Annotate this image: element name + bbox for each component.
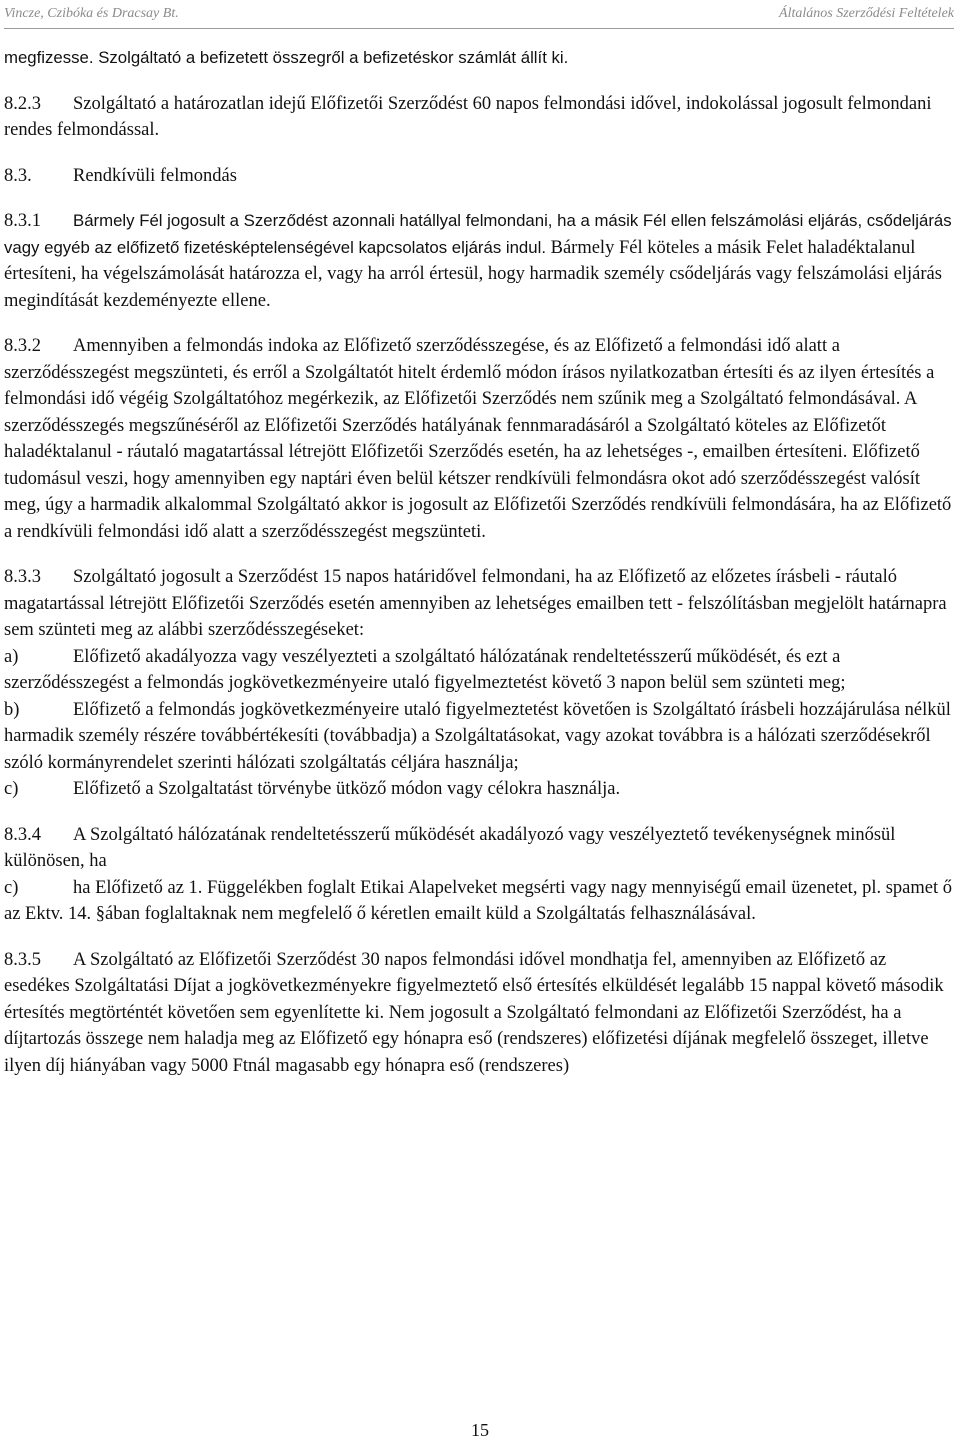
section-number: 8.3.5 xyxy=(4,949,41,970)
section-text: A Szolgáltató az Előfizetői Szerződést 30 napos felmondási idővel mondhatja fel, amennyiben az Előfizető az esedékes Szolgáltatási Díjat a jogkövetkezményekre figyelmeztető első értesítés elküldését legalább 15 nappal követő második értesítés megtörténtét követően sem egyenlítette ki. Nem jogosult a Szolgáltató felmondani az Előfizetői Szerződést, ha a díjtartozás összege nem haladja meg az Előfizető egy hónapra eső (rendszeres) előfizetési díjának megfelelő összeget, illetve ilyen díj hiányában vagy 5000 Ftnál magasabb egy hónapra eső (rendszeres) xyxy=(4,949,944,1076)
section-text: Szolgáltató jogosult a Szerződést 15 napos határidővel felmondani, ha az Előfizető az előzetes írásbeli - ráutaló magatartással létrejött Előfizetői Szerződés esetén amennyiben az lehetséges emailben tett - felszólításban megjelölt határnapra sem szünteti meg az alábbi szerződésszegéseket: xyxy=(4,567,947,640)
list-label: c) xyxy=(4,877,19,898)
header-company: Vincze, Czibóka és Dracsay Bt. xyxy=(4,6,179,21)
section-8-3-1 xyxy=(4,208,956,314)
section-number: 8.3. xyxy=(4,165,32,186)
header-rule xyxy=(4,28,954,29)
section-text-sans: Bármely Fél jogosult a Szerződést azonnali hatállyal felmondani, ha a másik Fél ellen felszámolási eljárás, csődeljárás vagy egyéb az előfizető fizetésképtelenségével kapcsolatos eljárás indul. xyxy=(4,211,952,257)
section-number: 8.3.4 xyxy=(4,824,41,845)
paragraph-continuation: megfizesse. Szolgáltató a befizetett összegről a befizetéskor számlát állít ki. xyxy=(4,48,569,67)
section-8-3-heading xyxy=(4,163,956,190)
list-item-a xyxy=(4,644,956,697)
section-text: Bármely Fél köteles a másik Felet haladéktalanul értesíteni, ha végelszámolását határozza el, vagy ha arról értesül, hogy harmadik személy csődeljárás vagy felszámolási eljárás megindítását kezdeményezte ellene. xyxy=(4,237,942,311)
section-number: 8.3.2 xyxy=(4,336,41,356)
list-item-b xyxy=(4,697,956,777)
section-8-3-5 xyxy=(4,947,956,1080)
list-text: Előfizető akadályozza vagy veszélyezteti a szolgáltató hálózatának rendeltetésszerű működését, és ezt a szerződésszegést a felmondás jogkövetkezményeire utaló figyelmeztetést követő 3 napon belül sem szünteti meg; xyxy=(4,646,846,693)
section-text: Amennyiben a felmondás indoka az Előfizető szerződésszegése, és az Előfizető a felmondási idő alatt a szerződésszegést megszünteti, és erről a Szolgáltatót hitelt érdemlő módon írásos nyilatkozatban értesíti és az ilyen értesítés a felmondási idő végéig Szolgáltatóhoz megérkezik, az Előfizetői Szerződés nem szűnik meg a Szolgáltató felmondásával. A szerződésszegés megszűnéséről az Előfizetői Szerződés hatályának fennmaradásáról a Szolgáltató köteles az Előfizetőt haladéktalanul - ráutaló magatartással létrejött Előfizetői Szerződés esetén, ha az lehetséges -, emailben értesíteni. Előfizető tudomásul veszi, hogy amennyiben egy naptári éven belül kétszer rendkívüli felmondásra okot adó szerződésszegést valósít meg, úgy a harmadik alkalommal Szolgáltató akkor is jogosult az Előfizetői Szerződés rendkívüli felmondására, ha az Előfizető a rendkívüli felmondási idő alatt a szerződésszegést megszünteti. xyxy=(4,336,952,542)
section-number: 8.3.1 xyxy=(4,211,41,231)
list-text: Előfizető a Szolgaltatást törvénybe ütköző módon vagy célokra használja. xyxy=(73,779,621,799)
section-8-3-4 xyxy=(4,822,956,928)
list-text: Előfizető a felmondás jogkövetkezményeire utaló figyelmeztetést követően is Szolgáltató írásbeli hozzájárulása nélkül harmadik személy részére továbbértékesíti (továbbadja) a Szolgáltatásokat, vagy azokat továbbra is a hálózati szerződésekről szóló kormányrendelet szerinti hálózati szolgáltatás céljára használja; xyxy=(4,699,951,773)
list-text: ha Előfizető az 1. Függelékben foglalt Etikai Alapelveket megsérti vagy nagy mennyiségű email üzenetet, pl. spamet ő az Ektv. 14. §ában foglaltaknak nem megfelelő ő kéretlen emailt küld a Szolgáltatás felhasználásával. xyxy=(4,877,952,924)
section-8-3-2 xyxy=(4,333,956,545)
list-label: a) xyxy=(4,646,19,667)
list-label: b) xyxy=(4,699,20,720)
list-item-c xyxy=(4,875,956,928)
running-header xyxy=(4,6,954,26)
section-text: Szolgáltató a határozatlan idejű Előfizetői Szerződést 60 napos felmondási idővel, indokolással jogosult felmondani rendes felmondással. xyxy=(4,93,932,140)
section-number: 8.2.3 xyxy=(4,93,41,114)
header-doc-title: Általános Szerződési Feltételek xyxy=(779,6,954,21)
page-number: 15 xyxy=(471,1420,489,1440)
section-8-3-3 xyxy=(4,564,956,803)
section-8-2-3 xyxy=(4,91,956,144)
section-heading: Rendkívüli felmondás xyxy=(73,165,237,186)
document-body xyxy=(4,45,956,1098)
section-number: 8.3.3 xyxy=(4,567,41,587)
list-label: c) xyxy=(4,779,19,799)
list-item-c xyxy=(4,776,956,803)
section-text: A Szolgáltató hálózatának rendeltetésszerű működését akadályozó vagy veszélyeztető tevékenységnek minősül különösen, ha xyxy=(4,824,896,871)
